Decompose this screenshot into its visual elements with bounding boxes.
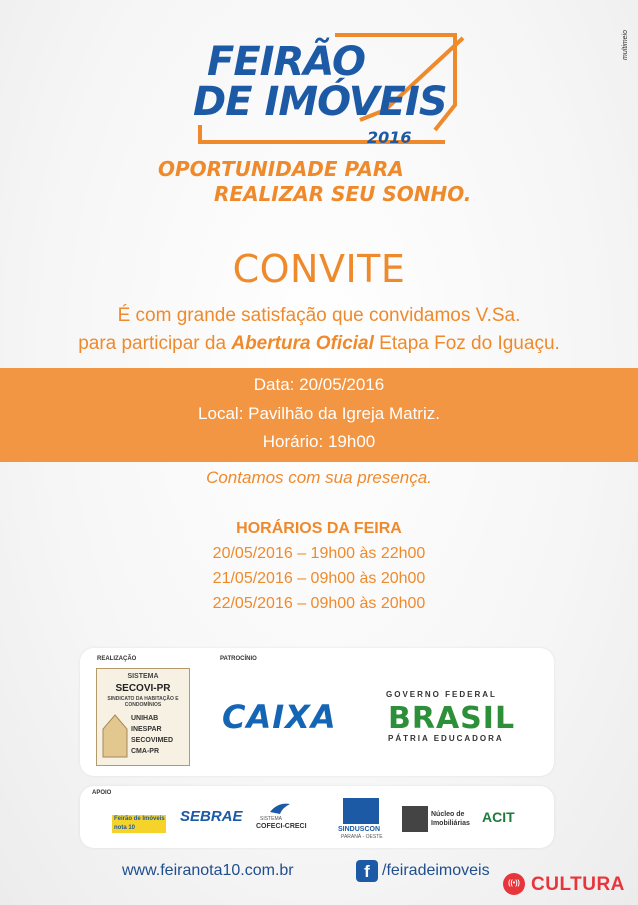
sinduscon-logo: SINDUSCON: [338, 826, 381, 833]
schedule-title: HORÁRIOS DA FEIRA: [236, 520, 402, 537]
realizacao-label: REALIZAÇÃO: [97, 656, 137, 662]
invitation-line2-prefix: para participar da: [78, 333, 232, 354]
caixa-logo: CAIXA: [222, 698, 337, 736]
facebook-link[interactable]: /feiradeimoveis: [382, 862, 490, 879]
invitation-line2-suffix: Etapa Foz do Iguaçu.: [373, 333, 560, 354]
sebrae-logo: SEBRAE: [180, 808, 243, 825]
invitation-line1: É com grande satisfação que convidamos V.Sa.: [117, 305, 521, 326]
secovi-name: SECOVI-PR: [115, 683, 171, 694]
feirao-logo: [185, 30, 475, 150]
bird-icon: [268, 800, 292, 816]
secovi-member: INESPAR: [131, 726, 162, 733]
invitation-line2-bold: Abertura Oficial: [231, 333, 374, 354]
cofeci-logo: COFECI-CRECI: [256, 823, 307, 830]
patrocinio-label: PATROCÍNIO: [220, 656, 257, 662]
cultura-watermark: CULTURA: [531, 874, 625, 895]
nucleo-logo: Núcleo de Imobiliárias: [431, 811, 470, 827]
feirao-small-sub: nota 10: [114, 825, 136, 831]
presence-note: Contamos com sua presença.: [206, 468, 432, 487]
invitation-line2: [0, 333, 638, 355]
secovi-logo: [96, 668, 190, 766]
patria-educadora-label: PÁTRIA EDUCADORA: [388, 734, 504, 743]
broadcast-icon: ((•)): [503, 873, 525, 895]
gov-federal-label: GOVERNO FEDERAL: [386, 690, 497, 699]
logo-title-line1: FEIRÃO: [207, 39, 366, 85]
secovi-member: SECOVIMED: [131, 737, 174, 744]
cofeci-top-label: SISTEMA: [260, 816, 282, 822]
feirao-small-logo: [112, 815, 166, 833]
logo-year: 2016: [367, 128, 412, 147]
schedule-item: 22/05/2016 – 09h00 às 20h00: [212, 595, 426, 612]
schedule-item: 21/05/2016 – 09h00 às 20h00: [212, 570, 426, 587]
sinduscon-icon: [343, 798, 379, 824]
schedule-item: 20/05/2016 – 19h00 às 22h00: [212, 545, 426, 562]
building-icon: [402, 806, 428, 832]
secovi-member: CMA-PR: [131, 748, 159, 755]
secovi-member: UNIHAB: [131, 715, 159, 722]
logo-title-line2: DE IMÓVEIS: [193, 79, 447, 125]
tagline-line2: REALIZAR SEU SONHO.: [214, 182, 472, 206]
apoio-label: APOIO: [92, 790, 112, 796]
tagline-line1: OPORTUNIDADE PARA: [158, 157, 404, 181]
acit-logo: ACIT: [482, 809, 515, 825]
secovi-sub: SINDICATO DA HABITAÇÃO E CONDOMÍNIOS: [107, 696, 179, 708]
house-icon: [101, 713, 129, 759]
brasil-logo: BRASIL: [388, 701, 516, 736]
website-link[interactable]: www.feiranota10.com.br: [122, 862, 294, 879]
event-location: Local: Pavilhão da Igreja Matriz.: [198, 404, 440, 423]
invitation-title: CONVITE: [232, 247, 406, 291]
secovi-top: SISTEMA: [127, 673, 159, 680]
facebook-icon: f: [356, 860, 378, 882]
sinduscon-sub: PARANÁ - OESTE: [341, 834, 383, 840]
feirao-small-name: Feirão de Imóveis: [114, 816, 165, 822]
side-credit: multimeio: [622, 30, 629, 60]
event-date: Data: 20/05/2016: [253, 375, 385, 394]
event-time: Horário: 19h00: [262, 432, 376, 451]
